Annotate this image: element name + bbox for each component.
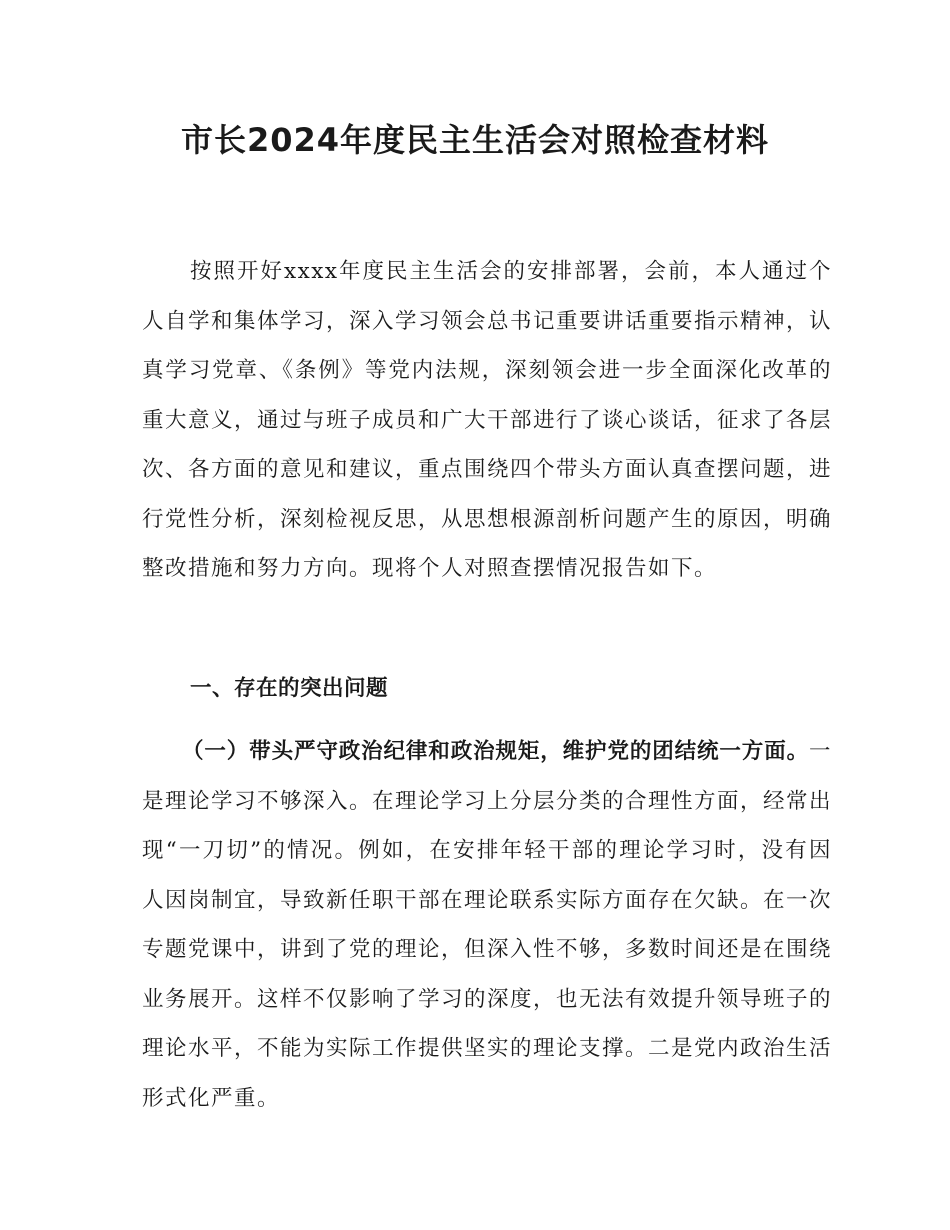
subsection-body: 一是理论学习不够深入。在理论学习上分层分类的合理性方面，经常出现“一刀切”的情况。例如，在安排年轻干部的理论学习时，没有因人因岗制宜，导致新任职干部在理论联系实际方面存在欠缺。在一次专题党课中，讲到了党的理论，但深入性不够，多数时间还是在围绕业务展开。这样不仅影响了学习的深度，也无法有效提升领导班子的理论水平，不能为实际工作提供坚实的理论支撑。二是党内政治生活形式化严重。 (142, 739, 833, 1111)
subsection-lead: （一）带头严守政治纪律和政治规矩，维护党的团结统一方面。 (182, 739, 809, 764)
intro-paragraph: 按照开好xxxx年度民主生活会的安排部署，会前，本人通过个人自学和集体学习，深入学习领会总书记重要讲话重要指示精神，认真学习党章、《条例》等党内法规，深刻领会进一步全面深化改革的重大意义，通过与班子成员和广大干部进行了谈心谈话，征求了各层次、各方面的意见和建议，重点围绕四个带头方面认真查摆问题，进行党性分析，深刻检视反思，从思想根源剖析问题产生的原因，明确整改措施和努力方向。现将个人对照查摆情况报告如下。 (142, 259, 833, 581)
section-heading: 一、存在的突出问题 (190, 676, 389, 701)
document-title: 市长2024年度民主生活会对照检查材料 (180, 121, 770, 159)
subsection-paragraph (142, 727, 832, 1123)
